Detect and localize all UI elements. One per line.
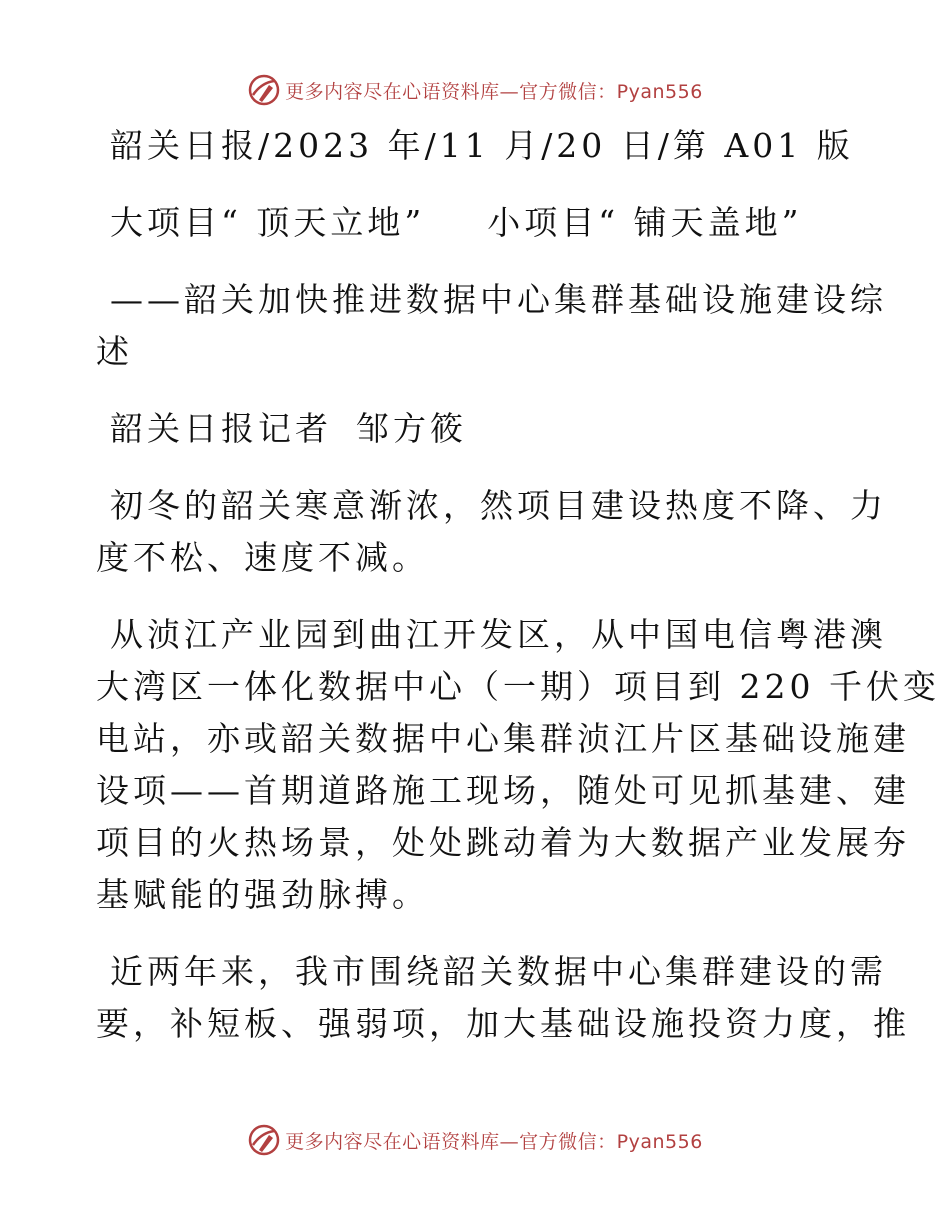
article-title: 大项目“ 顶天立地” 小项目“ 铺天盖地” (110, 203, 803, 242)
paragraph-line: 初冬的韶关寒意渐浓，然项目建设热度不降、力 (110, 486, 887, 525)
paragraph-line: 大湾区一体化数据中心（一期）项目到 220 千伏变 (96, 667, 940, 706)
dateline: 韶关日报/2023 年/11 月/20 日/第 A01 版 (110, 126, 854, 165)
pen-nib-logo-icon (247, 73, 281, 107)
paragraph (96, 609, 940, 921)
watermark-banner-top (0, 72, 950, 108)
paragraph-line: 度不松、速度不减。 (96, 538, 429, 577)
paragraph (96, 946, 910, 1050)
subtitle-line: 述 (96, 332, 133, 371)
watermark-banner-bottom (0, 1122, 950, 1158)
pen-nib-logo-icon (247, 1123, 281, 1157)
paragraph (96, 480, 887, 584)
article-subtitle (96, 274, 887, 378)
paragraph-line: 电站，亦或韶关数据中心集群浈江片区基础设施建 (96, 719, 910, 758)
watermark-text: 更多内容尽在心语资料库—官方微信：Pyan556 (285, 80, 703, 103)
byline: 韶关日报记者 邹方筱 (110, 409, 467, 448)
paragraph-line: 项目的火热场景，处处跳动着为大数据产业发展夯 (96, 823, 910, 862)
paragraph-line: 从浈江产业园到曲江开发区，从中国电信粤港澳 (110, 615, 887, 654)
document-body (96, 120, 940, 1075)
paragraph-line: 设项——首期道路施工现场，随处可见抓基建、建 (96, 771, 910, 810)
paragraph-line: 近两年来，我市围绕韶关数据中心集群建设的需 (110, 952, 887, 991)
paragraph-line: 基赋能的强劲脉搏。 (96, 875, 429, 914)
paragraph-line: 要，补短板、强弱项，加大基础设施投资力度，推 (96, 1004, 910, 1043)
subtitle-line: ——韶关加快推进数据中心集群基础设施建设综 (110, 280, 887, 319)
watermark-text: 更多内容尽在心语资料库—官方微信：Pyan556 (285, 1130, 703, 1153)
